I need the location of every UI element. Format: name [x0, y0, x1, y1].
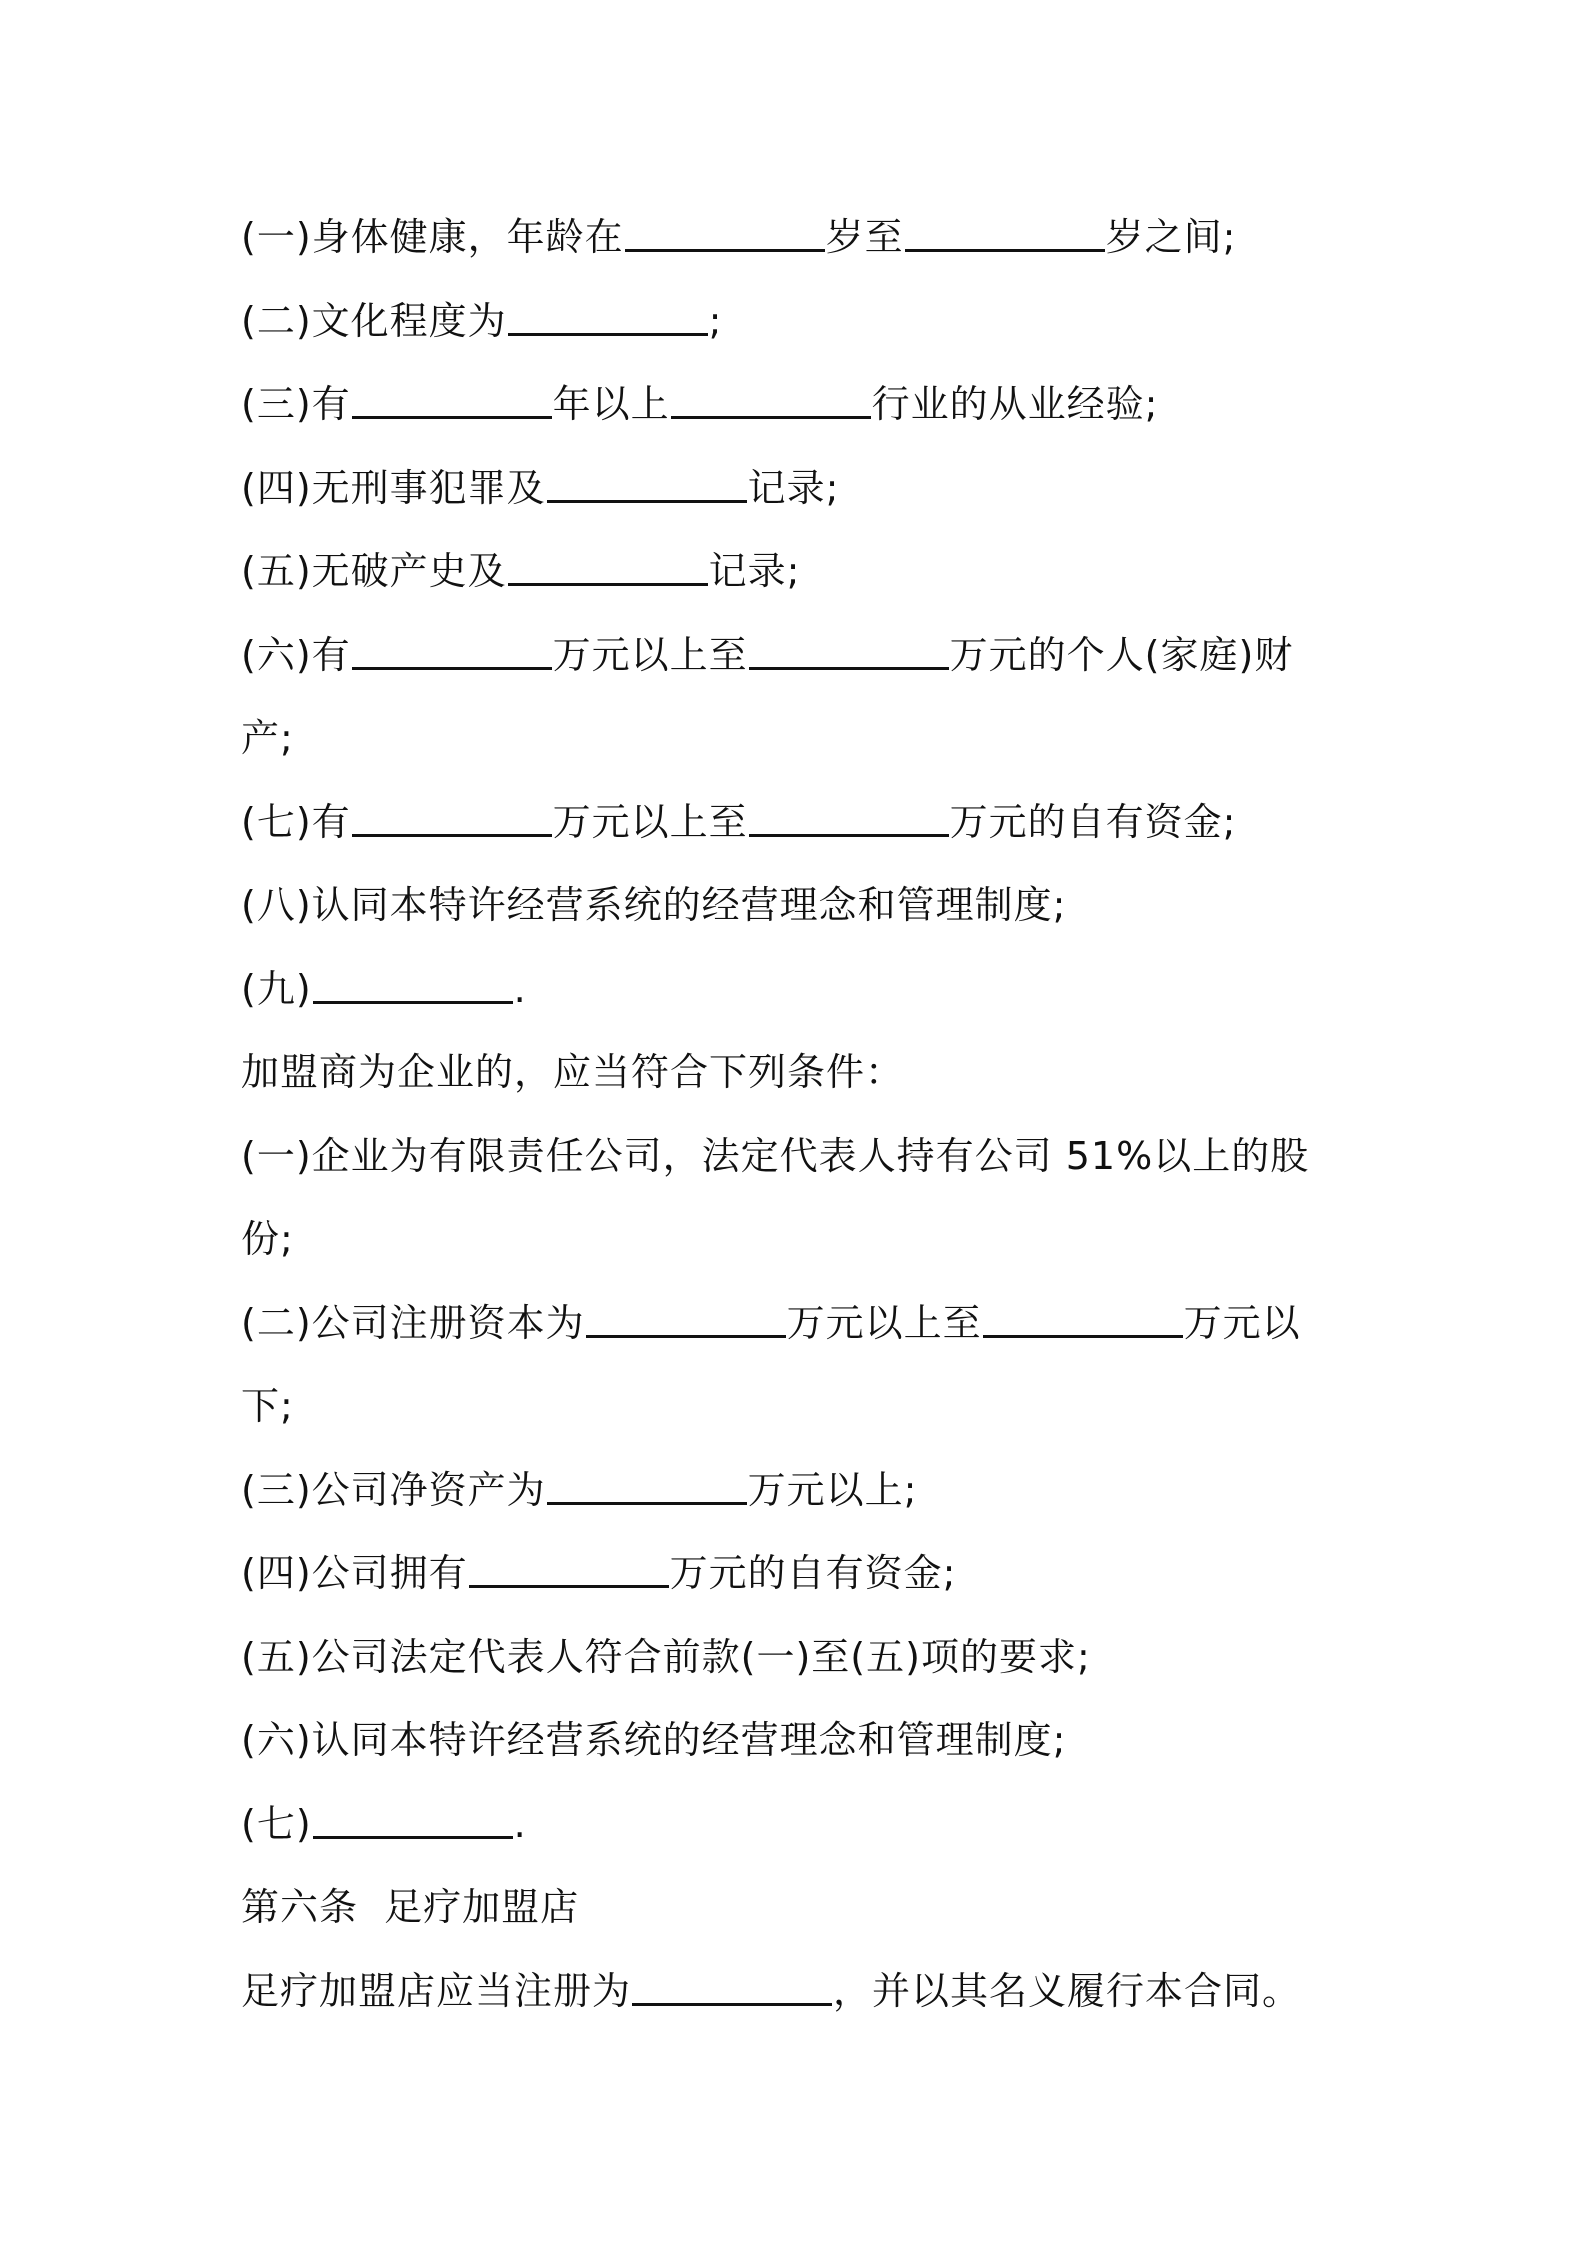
- text-segment: 岁之间;: [1105, 215, 1237, 259]
- text-segment: (七)有: [241, 799, 351, 844]
- text-segment: (一)企业为有限责任公司，法定代表人持有公司 51%以上的股: [241, 1133, 1310, 1178]
- text-segment: (八)认同本特许经营系统的经营理念和管理制度;: [241, 883, 1067, 927]
- article-heading: [241, 1866, 1361, 1950]
- document-body: [241, 196, 1361, 2033]
- text-segment: 万元以上至: [552, 799, 748, 844]
- text-segment: (二)文化程度为: [241, 298, 507, 343]
- text-segment: 万元以上至: [786, 1300, 982, 1345]
- text-line: [241, 1950, 1361, 2034]
- text-segment: (一)身体健康，年龄在: [241, 215, 624, 259]
- text-segment: 万元以: [1183, 1300, 1301, 1345]
- text-line: [241, 781, 1361, 865]
- fill-in-blank: [983, 1305, 1183, 1338]
- text-segment: 岁至: [825, 215, 904, 259]
- text-segment: 记录;: [708, 549, 801, 593]
- text-segment: (四)无刑事犯罪及: [241, 465, 546, 510]
- text-segment: 足疗加盟店应当注册为: [241, 1968, 632, 2013]
- fill-in-blank: [508, 303, 708, 336]
- text-line: [241, 447, 1361, 531]
- fill-in-blank: [313, 1806, 513, 1839]
- text-line: [241, 948, 1361, 1032]
- text-segment: (六)认同本特许经营系统的经营理念和管理制度;: [241, 1718, 1067, 1762]
- text-segment: (五)无破产史及: [241, 549, 507, 593]
- fill-in-blank: [547, 1472, 747, 1505]
- text-line: [241, 1365, 1361, 1449]
- text-segment: 万元以上至: [552, 632, 748, 677]
- text-line: [241, 196, 1361, 280]
- text-line: [241, 697, 1361, 781]
- text-segment: 万元的个人(家庭)财: [949, 632, 1294, 677]
- text-line: [241, 1616, 1361, 1700]
- text-line: [241, 280, 1361, 364]
- text-segment: (四)公司拥有: [241, 1551, 468, 1595]
- text-segment: 产;: [241, 716, 294, 760]
- fill-in-blank: [352, 804, 552, 837]
- text-segment: 年以上: [552, 382, 670, 426]
- fill-in-blank: [352, 386, 552, 419]
- text-line: [241, 530, 1361, 614]
- text-segment: ，并以其名义履行本合同。: [833, 1968, 1302, 2013]
- fill-in-blank: [625, 219, 825, 252]
- text-line: [241, 614, 1361, 698]
- text-segment: 行业的从业经验;: [871, 382, 1159, 426]
- text-segment: 下;: [241, 1384, 294, 1428]
- fill-in-blank: [313, 971, 513, 1004]
- text-segment: 第六条 足疗加盟店: [241, 1885, 580, 1929]
- text-line: [241, 1783, 1361, 1867]
- text-line: [241, 1031, 1361, 1115]
- fill-in-blank: [547, 470, 747, 503]
- text-line: [241, 1115, 1361, 1199]
- text-segment: ;: [708, 298, 723, 343]
- fill-in-blank: [671, 386, 871, 419]
- fill-in-blank: [469, 1555, 669, 1588]
- fill-in-blank: [905, 219, 1105, 252]
- text-line: [241, 1699, 1361, 1783]
- text-line: [241, 1282, 1361, 1366]
- fill-in-blank: [508, 553, 708, 586]
- text-segment: 记录;: [747, 465, 840, 510]
- text-line: [241, 1532, 1361, 1616]
- fill-in-blank: [632, 1973, 832, 2006]
- text-segment: (二)公司注册资本为: [241, 1300, 585, 1345]
- fill-in-blank: [586, 1305, 786, 1338]
- text-segment: (六)有: [241, 632, 351, 677]
- text-line: [241, 363, 1361, 447]
- text-segment: (九): [241, 966, 312, 1011]
- text-segment: 加盟商为企业的，应当符合下列条件：: [241, 1050, 905, 1094]
- fill-in-blank: [749, 804, 949, 837]
- text-line: [241, 1198, 1361, 1282]
- text-segment: (七): [241, 1801, 312, 1846]
- fill-in-blank: [352, 637, 552, 670]
- text-segment: (三)有: [241, 382, 351, 426]
- text-segment: .: [513, 1801, 527, 1846]
- fill-in-blank: [749, 637, 949, 670]
- text-segment: .: [513, 966, 527, 1011]
- text-segment: 万元的自有资金;: [669, 1551, 957, 1595]
- text-line: [241, 1449, 1361, 1533]
- text-segment: 万元的自有资金;: [949, 799, 1237, 844]
- text-segment: 份;: [241, 1217, 294, 1261]
- text-segment: (三)公司净资产为: [241, 1467, 546, 1512]
- text-segment: (五)公司法定代表人符合前款(一)至(五)项的要求;: [241, 1634, 1091, 1679]
- text-line: [241, 864, 1361, 948]
- text-segment: 万元以上;: [747, 1467, 918, 1512]
